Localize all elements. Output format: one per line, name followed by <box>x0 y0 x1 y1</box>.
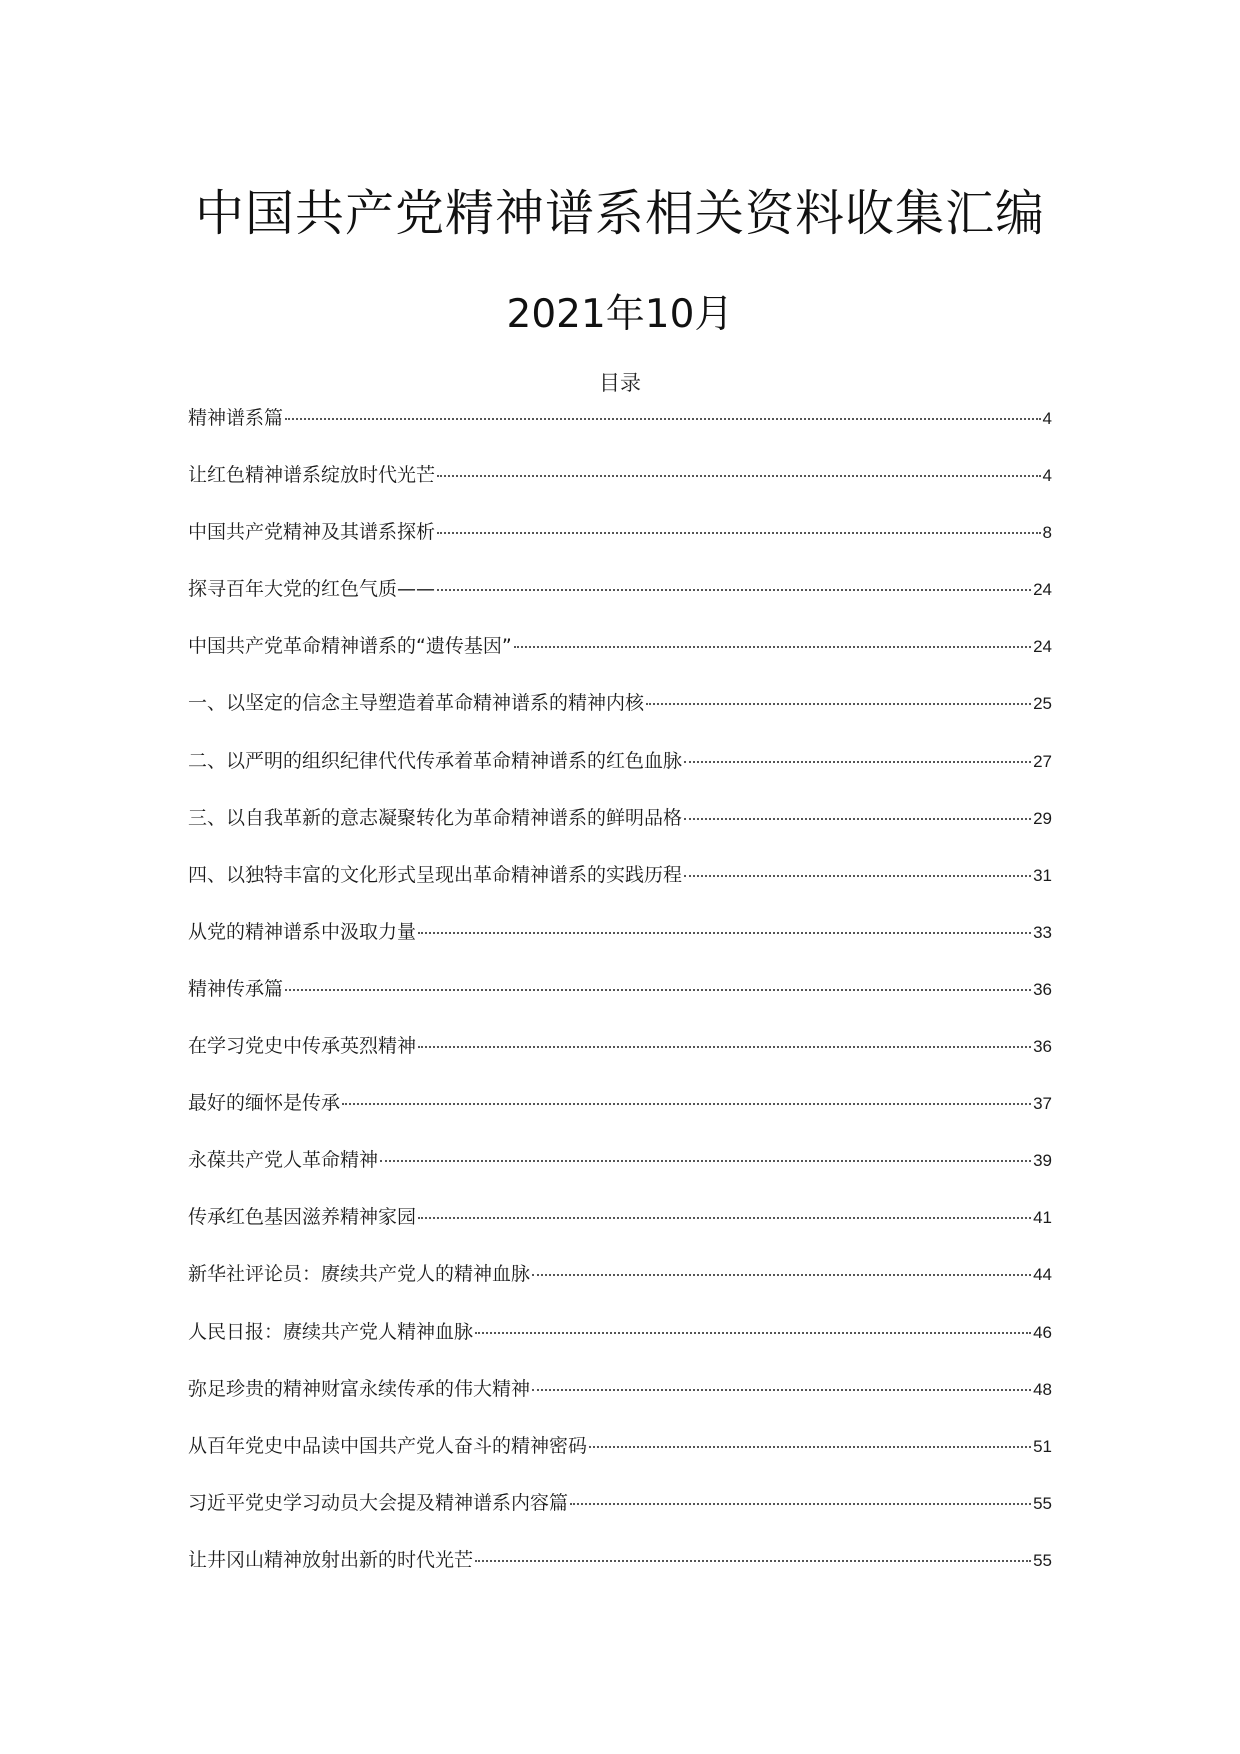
toc-entry-title: 二、以严明的组织纪律代代传承着革命精神谱系的红色血脉 <box>188 749 683 772</box>
toc-dot-leader <box>532 1389 1031 1391</box>
toc-entry[interactable] <box>188 575 1052 603</box>
toc-entry-title: 从百年党史中品读中国共产党人奋斗的精神密码 <box>188 1434 588 1457</box>
toc-entry-title: 让井冈山精神放射出新的时代光芒 <box>188 1548 474 1571</box>
toc-entry[interactable] <box>188 1318 1052 1346</box>
toc-entry[interactable] <box>188 1032 1052 1060</box>
toc-dot-leader <box>475 1560 1031 1562</box>
toc-entry-page-number: 33 <box>1033 922 1052 942</box>
toc-entry[interactable] <box>188 1375 1052 1403</box>
toc-dot-leader <box>285 418 1041 420</box>
toc-entry[interactable] <box>188 1432 1052 1460</box>
toc-entry[interactable] <box>188 518 1052 546</box>
toc-entry-title: 弥足珍贵的精神财富永续传承的伟大精神 <box>188 1377 531 1400</box>
toc-dot-leader <box>437 475 1041 477</box>
toc-entry-page-number: 48 <box>1033 1379 1052 1399</box>
toc-entry-title: 一、以坚定的信念主导塑造着革命精神谱系的精神内核 <box>188 692 645 715</box>
toc-entry-title: 三、以自我革新的意志凝聚转化为革命精神谱系的鲜明品格 <box>188 806 683 829</box>
toc-dot-leader <box>418 932 1031 934</box>
toc-entry-page-number: 37 <box>1033 1094 1052 1114</box>
toc-entry[interactable] <box>188 461 1052 489</box>
toc-entry-title: 精神谱系篇 <box>188 407 284 429</box>
toc-entry-title: 新华社评论员：赓续共产党人的精神血脉 <box>188 1263 531 1286</box>
toc-entry-title: 让红色精神谱系绽放时代光芒 <box>188 464 436 487</box>
toc-entry[interactable] <box>188 689 1052 717</box>
toc-entry-title: 永葆共产党人革命精神 <box>188 1149 379 1172</box>
document-title: 中国共产党精神谱系相关资料收集汇编 <box>194 185 1045 242</box>
toc-dot-leader <box>285 989 1031 991</box>
toc-dot-leader <box>380 1160 1031 1162</box>
toc-entry-page-number: 55 <box>1033 1493 1052 1513</box>
toc-entry-title: 四、以独特丰富的文化形式呈现出革命精神谱系的实践历程 <box>188 863 683 886</box>
toc-heading: 目录 <box>599 371 641 395</box>
toc-dot-leader <box>437 532 1041 534</box>
toc-entry-page-number: 46 <box>1033 1322 1052 1342</box>
toc-entry-page-number: 51 <box>1033 1436 1052 1456</box>
toc-dot-leader <box>475 1332 1031 1334</box>
toc-dot-leader <box>570 1503 1031 1505</box>
toc-entry-title: 人民日报：赓续共产党人精神血脉 <box>188 1320 474 1343</box>
toc-entry-page-number: 31 <box>1033 865 1052 885</box>
toc-dot-leader <box>684 875 1031 877</box>
toc-entry[interactable] <box>188 1489 1052 1517</box>
toc-entry-page-number: 36 <box>1033 1037 1052 1057</box>
toc-entry[interactable] <box>188 975 1052 1003</box>
toc-dot-leader <box>646 703 1031 705</box>
toc-entry-page-number: 36 <box>1033 979 1052 999</box>
toc-entry[interactable] <box>188 861 1052 889</box>
toc-entry-title: 精神传承篇 <box>188 977 284 1000</box>
toc-dot-leader <box>342 1103 1031 1105</box>
toc-dot-leader <box>589 1446 1031 1448</box>
toc-entry-title: 习近平党史学习动员大会提及精神谱系内容篇 <box>188 1491 569 1514</box>
toc-entry-title: 中国共产党革命精神谱系的“遗传基因” <box>188 635 512 658</box>
toc-entry[interactable] <box>188 1146 1052 1174</box>
toc-entry[interactable] <box>188 918 1052 946</box>
toc-dot-leader <box>437 589 1031 591</box>
toc-entry-page-number: 25 <box>1033 694 1052 714</box>
table-of-contents <box>188 404 1052 1603</box>
toc-entry-title: 探寻百年大党的红色气质—— <box>188 578 436 601</box>
toc-entry-title: 传承红色基因滋养精神家园 <box>188 1206 417 1229</box>
toc-dot-leader <box>514 646 1031 648</box>
toc-entry-page-number: 27 <box>1033 751 1052 771</box>
toc-entry-page-number: 4 <box>1042 409 1052 428</box>
toc-entry-title: 从党的精神谱系中汲取力量 <box>188 920 417 943</box>
toc-entry[interactable] <box>188 404 1052 432</box>
toc-entry-page-number: 39 <box>1033 1151 1052 1171</box>
toc-entry-page-number: 24 <box>1033 580 1052 600</box>
toc-entry-title: 在学习党史中传承英烈精神 <box>188 1035 417 1058</box>
toc-entry-page-number: 24 <box>1033 637 1052 657</box>
toc-dot-leader <box>684 818 1031 820</box>
toc-entry-title: 最好的缅怀是传承 <box>188 1092 341 1115</box>
toc-entry[interactable] <box>188 632 1052 660</box>
toc-entry-page-number: 44 <box>1033 1265 1052 1285</box>
toc-dot-leader <box>418 1046 1031 1048</box>
toc-entry-title: 中国共产党精神及其谱系探析 <box>188 521 436 544</box>
toc-entry[interactable] <box>188 1203 1052 1231</box>
toc-entry-page-number: 29 <box>1033 808 1052 828</box>
toc-entry[interactable] <box>188 1260 1052 1288</box>
toc-dot-leader <box>418 1217 1031 1219</box>
toc-entry-page-number: 8 <box>1042 523 1052 543</box>
toc-entry[interactable] <box>188 747 1052 775</box>
document-date: 2021年10月 <box>506 292 734 337</box>
toc-dot-leader <box>684 761 1031 763</box>
toc-entry[interactable] <box>188 1546 1052 1574</box>
toc-dot-leader <box>532 1274 1031 1276</box>
toc-entry-page-number: 41 <box>1033 1208 1052 1228</box>
toc-entry[interactable] <box>188 804 1052 832</box>
toc-entry-page-number: 4 <box>1042 466 1052 486</box>
toc-entry[interactable] <box>188 1089 1052 1117</box>
toc-entry-page-number: 55 <box>1033 1550 1052 1570</box>
